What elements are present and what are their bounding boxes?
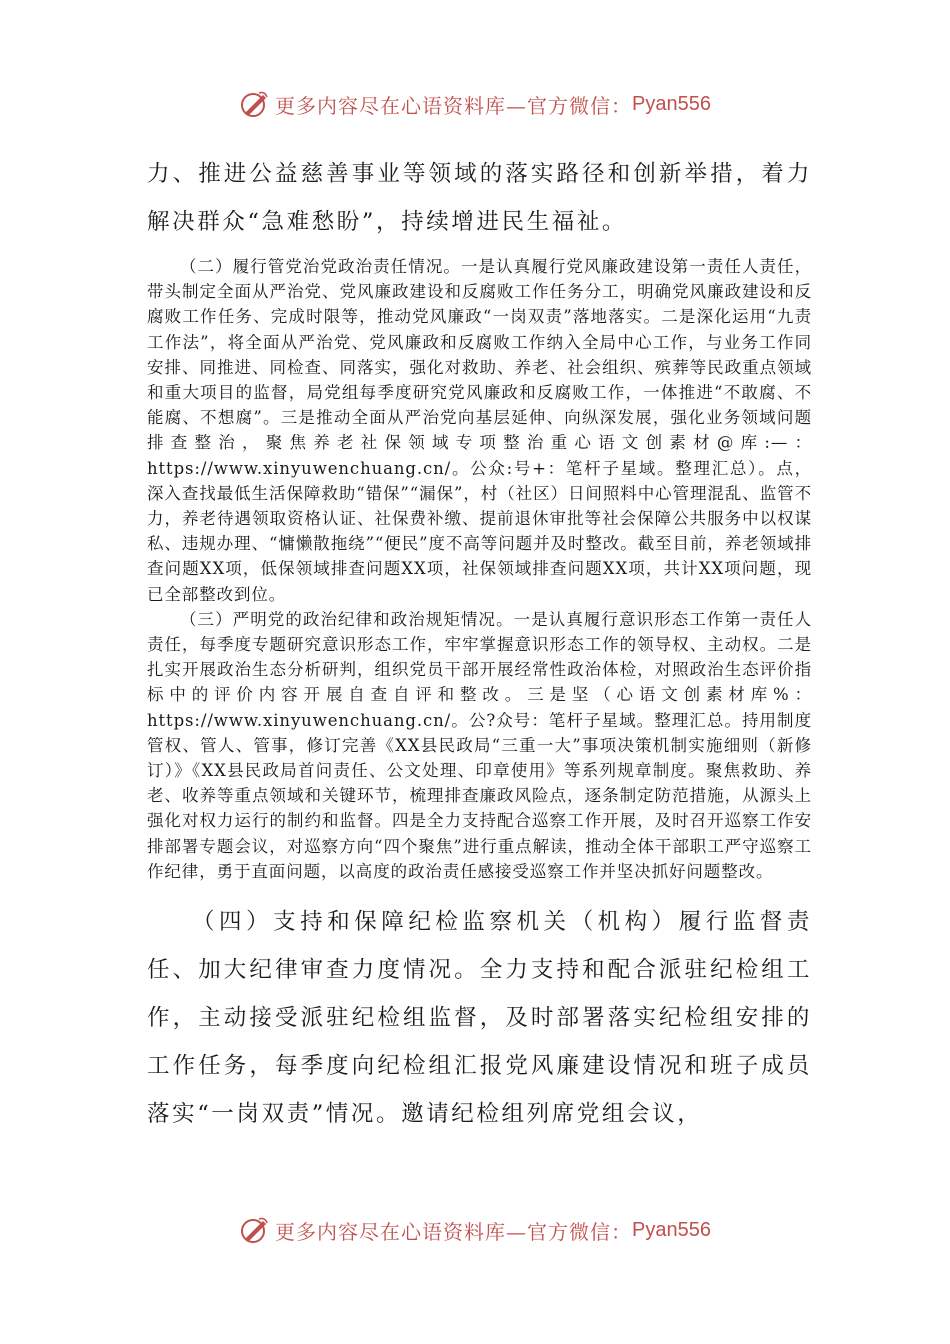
document-body — [147, 150, 812, 1138]
paragraph-3: （三）严明党的政治纪律和政治规矩情况。一是认真履行意识形态工作第一责任人责任，每季度专题研究意识形态工作，牢牢掌握意识形态工作的领导权、主动权。二是扎实开展政治生态分析研判，组织党员干部开展经常性政治体检，对照政治生态评价指标中的评价内容开展自查自评和整改。三是坚（心语文创素材库%：https://www.xinyuwenchuang.cn/。公?众号：笔杆子星域。整理汇总。持用制度管权、管人、管事，修订完善《XX县民政局“三重一大”事项决策机制实施细则（新修订）》《XX县民政局首问责任、公文处理、印章使用》等系列规章制度。聚焦救助、养老、收养等重点领域和关键环节，梳理排查廉政风险点，逐条制定防范措施，从源头上强化对权力运行的制约和监督。四是全力支持配合巡察工作开展，及时召开巡察工作安排部署专题会议，对巡察方向“四个聚焦”进行重点解读，推动全体干部职工严守巡察工作纪律，勇于直面问题，以高度的政治责任感接受巡察工作并坚决抓好问题整改。 — [147, 609, 812, 881]
footer-banner — [0, 1212, 950, 1248]
banner-text: 更多内容尽在心语资料库—官方微信： — [275, 93, 633, 118]
banner-text: 更多内容尽在心语资料库—官方微信： — [275, 1219, 633, 1244]
paragraph-4: （四）支持和保障纪检监察机关（机构）履行监督责任、加大纪律审查力度情况。全力支持和配合派驻纪检组工作，主动接受派驻纪检组监督，及时部署落实纪检组安排的工作任务，每季度向纪检组汇报党风廉建设情况和班子成员落实“一岗双责”情况。邀请纪检组列席党组会议， — [147, 909, 812, 1128]
banner-wechat-id: Pyan556 — [632, 1218, 711, 1241]
pen-logo-icon — [239, 89, 269, 119]
paragraph-2: （二）履行管党治党政治责任情况。一是认真履行党风廉政建设第一责任人责任，带头制定全面从严治党、党风廉政建设和反腐败工作任务分工，明确党风廉政建设和反腐败工作任务、完成时限等，推动党风廉政“一岗双责”落地落实。二是深化运用“九责工作法”，将全面从严治党、党风廉政和反腐败工作纳入全局中心工作，与业务工作同安排、同推进、同检查、同落实，强化对救助、养老、社会组织、殡葬等民政重点领域和重大项目的监督，局党组每季度研究党风廉政和反腐败工作，一体推进“不敢腐、不能腐、不想腐”。三是推动全面从严治党向基层延伸、向纵深发展，强化业务领域问题排查整治，聚焦养老社保领域专项整治重心语文创素材@库:—：https://www.xinyuwenchuang.cn/。公众:号+：笔杆子星域。整理汇总）。点，深入查找最低生活保障救助“错保”“漏保”，村（社区）日间照料中心管理混乱、监管不力，养老待遇领取资格认证、社保费补缴、提前退休审批等社会保障公共服务中以权谋私、违规办理、“慵懒散拖绕”“便民”度不高等问题并及时整改。截至目前，养老领域排查问题XX项，低保领域排查问题XX项，社保领域排查问题XX项，共计XX项问题，现已全部整改到位。 — [147, 257, 812, 604]
pen-logo-icon — [239, 1215, 269, 1245]
banner-wechat-id: Pyan556 — [632, 92, 711, 115]
header-banner — [0, 86, 950, 122]
paragraph-1: 力、推进公益慈善事业等领域的落实路径和创新举措，着力解决群众“急难愁盼”，持续增进民生福祉。 — [147, 161, 812, 235]
